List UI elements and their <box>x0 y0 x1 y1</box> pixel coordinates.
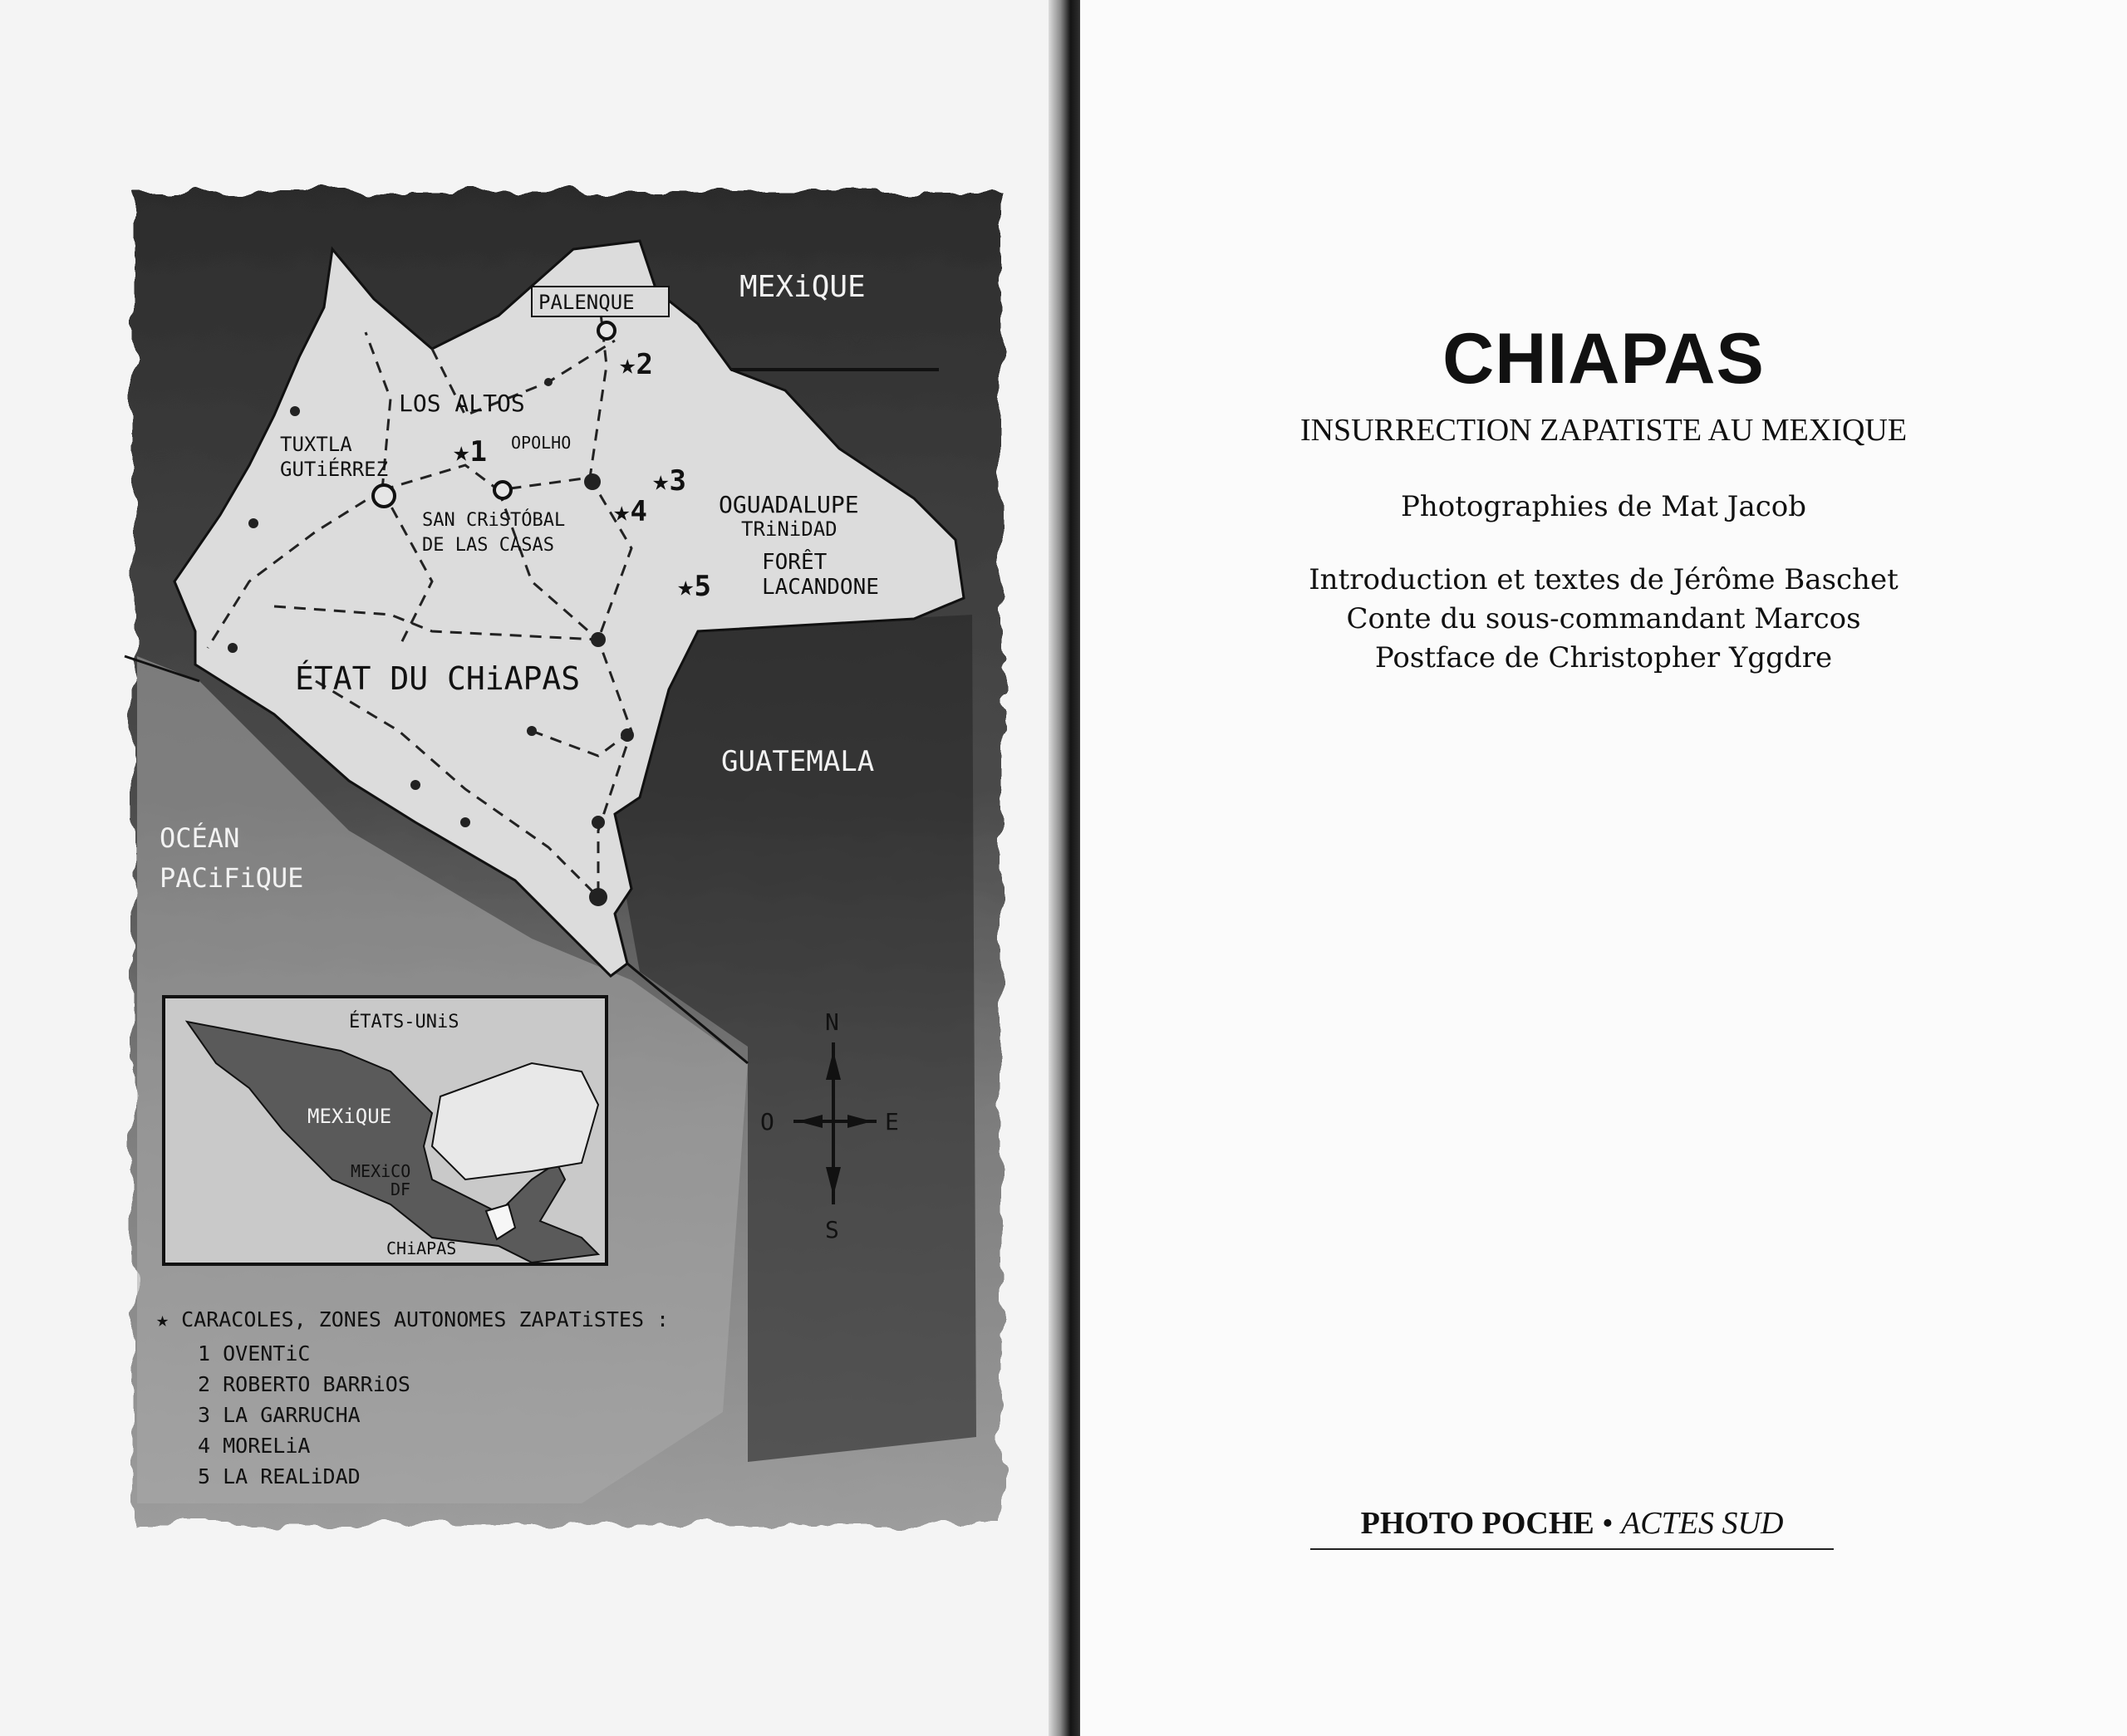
legend-item: 1 OVENTiC <box>198 1341 311 1366</box>
legend-item: 4 MORELiA <box>198 1434 311 1458</box>
credits <box>1080 561 2127 678</box>
foret-label-2: LACANDONE <box>762 575 879 600</box>
etat-label: ÉTAT DU CHiAPAS <box>295 660 581 697</box>
caracol-4-marker: ★4 <box>613 495 647 528</box>
compass-o: O <box>760 1108 774 1135</box>
chiapas-map <box>0 0 1055 1736</box>
ocean-label: OCÉAN <box>160 822 240 854</box>
oventic-label: OPOLHO <box>511 433 572 453</box>
legend-title: ★ CARACOLES, ZONES AUTONOMES ZAPATiSTES : <box>156 1307 670 1331</box>
legend-item: 5 LA REALiDAD <box>198 1464 361 1488</box>
credit-line: Introduction et textes de Jérôme Baschet <box>1309 562 1899 596</box>
mexique-label: MEXiQUE <box>739 270 866 304</box>
title-block <box>1080 320 2127 678</box>
san-cristobal-label-2: DE LAS CASAS <box>422 535 554 556</box>
publisher-separator: • <box>1594 1506 1622 1541</box>
legend-item: 3 LA GARRUCHA <box>198 1403 361 1427</box>
caracol-5-marker: ★5 <box>677 570 711 603</box>
ocean-label-2: PACiFiQUE <box>160 862 304 894</box>
tuxtla-label: TUXTLA <box>280 433 352 456</box>
caracol-2-marker: ★2 <box>619 348 653 381</box>
inset-chiapas-label: CHiAPAS <box>386 1238 457 1258</box>
photo-credit: Photographies de Mat Jacob <box>1400 489 1806 523</box>
book-title: CHIAPAS <box>1442 319 1765 399</box>
inset-df-label: DF <box>391 1179 411 1199</box>
guadalupe-label: OGUADALUPE <box>719 491 859 518</box>
san-cristobal-label: SAN CRiSTÓBAL <box>422 510 566 531</box>
inset-mexico-label: MEXiCO <box>351 1161 411 1181</box>
legend-item: 2 ROBERTO BARRiOS <box>198 1372 410 1396</box>
tuxtla-label-2: GUTiÉRREZ <box>280 458 389 481</box>
credit-line: Postface de Christopher Yggdre <box>1374 640 1833 674</box>
credit-line: Conte du sous-commandant Marcos <box>1346 601 1861 635</box>
caracol-1-marker: ★1 <box>453 435 487 468</box>
publisher-house: ACTES SUD <box>1621 1506 1784 1541</box>
inset-map <box>164 997 607 1264</box>
left-page <box>0 0 1055 1736</box>
inset-usa-label: ÉTATS-UNiS <box>349 1012 459 1032</box>
compass-s: S <box>825 1216 839 1243</box>
compass-n: N <box>825 1008 839 1036</box>
guatemala-label: GUATEMALA <box>721 745 875 778</box>
title-page <box>1080 0 2127 1736</box>
publisher-series: PHOTO POCHE <box>1360 1506 1594 1541</box>
publisher-imprint <box>1310 1505 1834 1550</box>
los-altos-label: LOS ALTOS <box>399 390 525 417</box>
palenque-label: PALENQUE <box>538 291 635 314</box>
compass-e: E <box>885 1108 899 1135</box>
foret-label: FORÊT <box>762 550 828 575</box>
book-subtitle: INSURRECTION ZAPATISTE AU MEXIQUE <box>1299 412 1908 448</box>
caracol-3-marker: ★3 <box>652 464 686 498</box>
inset-mexique-label: MEXiQUE <box>307 1105 392 1128</box>
guadalupe-label-2: TRiNiDAD <box>741 517 838 541</box>
